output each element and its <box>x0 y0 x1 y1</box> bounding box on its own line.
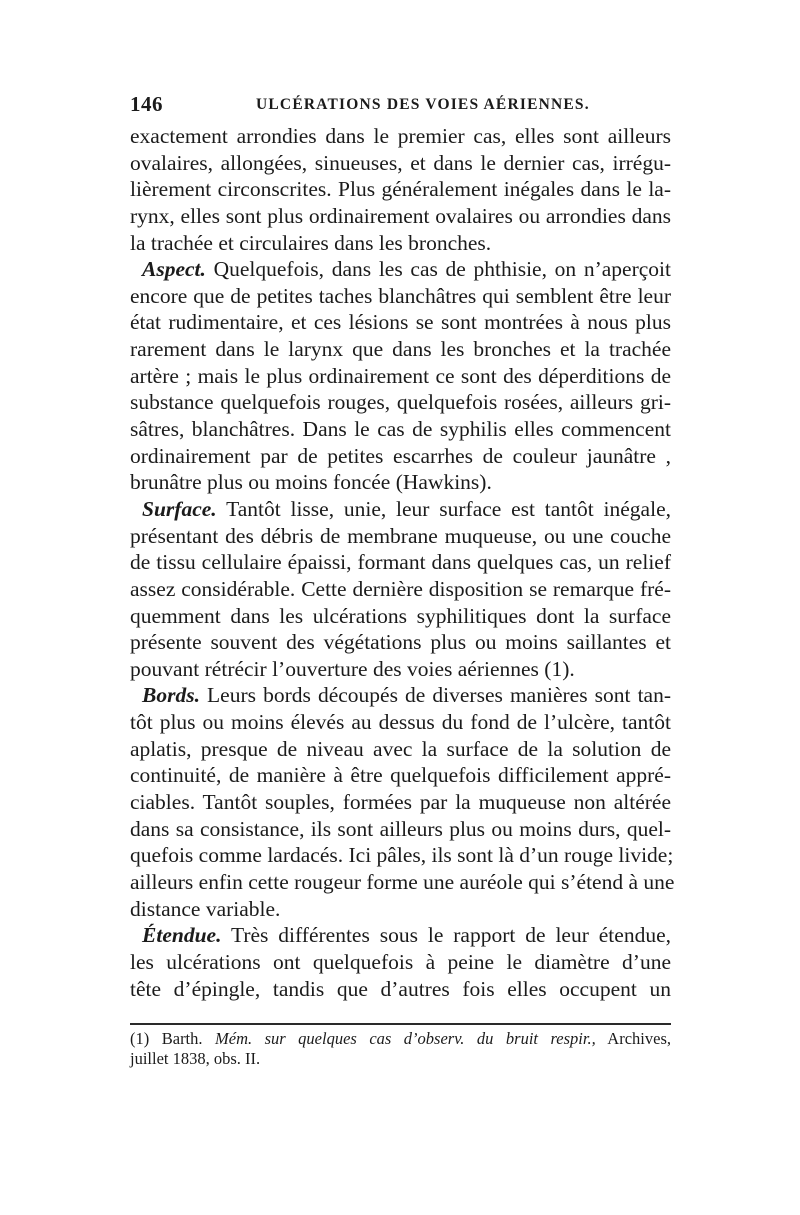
text-line: de tissu cellulaire épaissi, formant dans quelques cas, un relief <box>130 550 671 575</box>
body-text <box>130 123 675 1002</box>
footnote <box>130 1029 671 1069</box>
text-line: substance quelquefois rouges, quelquefois rosées, ailleurs gri- <box>130 390 671 415</box>
text-line: pouvant rétrécir l’ouverture des voies aériennes (1). <box>130 656 575 681</box>
text-line: continuité, de manière à être quelquefois difficilement appré- <box>130 763 671 788</box>
text-line: présente souvent des végétations plus ou moins saillantes et <box>130 630 671 655</box>
text-line: lièrement circonscrites. Plus généralement inégales dans le la- <box>130 177 671 202</box>
text-line: sâtres, blanchâtres. Dans le cas de syphilis elles commencent <box>130 417 671 442</box>
paragraph-surface-first-line <box>130 496 671 523</box>
text-line: état rudimentaire, et ces lésions se sont montrées à nous plus <box>130 310 671 335</box>
text-line: encore que de petites taches blanchâtres qui semblent être leur <box>130 283 671 308</box>
text-line: assez considérable. Cette dernière disposition se remarque fré- <box>130 576 671 601</box>
running-title: ULCÉRATIONS DES VOIES AÉRIENNES. <box>256 96 590 113</box>
text-line: distance variable. <box>130 896 281 921</box>
paragraph-aspect-first-line <box>130 256 671 283</box>
text-line: la trachée et circulaires dans les bronches. <box>130 230 492 255</box>
text-line: aplatis, presque de niveau avec la surface de la solution de <box>130 736 671 761</box>
text-line: Très différentes sous le rapport de leur étendue, <box>230 923 671 948</box>
text-line: présentant des débris de membrane muqueuse, ou une couche <box>130 523 671 548</box>
text-line: artère ; mais le plus ordinairement ce sont des déperditions de <box>130 363 671 388</box>
text-line: Tantôt lisse, unie, leur surface est tantôt inégale, <box>226 496 671 521</box>
text-line: rynx, elles sont plus ordinairement ovalaires ou arrondies dans <box>130 203 671 228</box>
footnote-author: Barth. <box>161 1029 203 1048</box>
footnote-line-1 <box>130 1029 671 1049</box>
text-line: ciables. Tantôt souples, formées par la muqueuse non altérée <box>130 790 671 815</box>
rubric-aspect: Aspect. <box>142 257 206 282</box>
text-line: tôt plus ou moins élevés au dessus du fond de l’ulcère, tantôt <box>130 710 671 735</box>
footnote-divider <box>130 1023 671 1025</box>
page-number: 146 <box>130 92 163 116</box>
paragraph-etendue-first-line <box>130 922 671 949</box>
rubric-surface: Surface. <box>142 496 217 521</box>
text-line: dans sa consistance, ils sont ailleurs plus ou moins durs, quel- <box>130 816 671 841</box>
text-line: rarement dans le larynx que dans les bronches et la trachée <box>130 337 671 362</box>
footnote-title: Mém. sur quelques cas d’observ. du bruit respir., <box>215 1029 596 1048</box>
text-line: Leurs bords découpés de diverses manières sont tan- <box>207 683 671 708</box>
text-line: ovalaires, allongées, sinueuses, et dans le dernier cas, irrégu- <box>130 150 671 175</box>
text-line: exactement arrondies dans le premier cas, elles sont ailleurs <box>130 124 671 148</box>
paragraph-bords-first-line <box>130 682 671 709</box>
text-line: ordinairement par de petites escarrhes de couleur jaunâtre , <box>130 443 671 468</box>
text-line: quemment dans les ulcérations syphilitiques dont la surface <box>130 603 671 628</box>
rubric-etendue: Étendue. <box>142 923 222 948</box>
text-line: brunâtre plus ou moins foncée (Hawkins). <box>130 470 492 495</box>
rubric-bords: Bords. <box>142 683 200 708</box>
text-line: quefois comme lardacés. Ici pâles, ils sont là d’un rouge livide; <box>130 843 674 868</box>
footnote-marker: (1) <box>130 1029 150 1048</box>
text-line: tête d’épingle, tandis que d’autres fois elles occupent un <box>130 976 671 1001</box>
footnote-line-2: juillet 1838, obs. II. <box>130 1049 261 1068</box>
footnote-journal: Archives, <box>607 1029 671 1048</box>
text-line: les ulcérations ont quelquefois à peine le diamètre d’une <box>130 949 671 974</box>
page-header <box>130 92 670 120</box>
text-line: ailleurs enfin cette rougeur forme une auréole qui s’étend à une <box>130 869 675 894</box>
text-line: Quelquefois, dans les cas de phthisie, on n’aperçoit <box>213 257 671 282</box>
